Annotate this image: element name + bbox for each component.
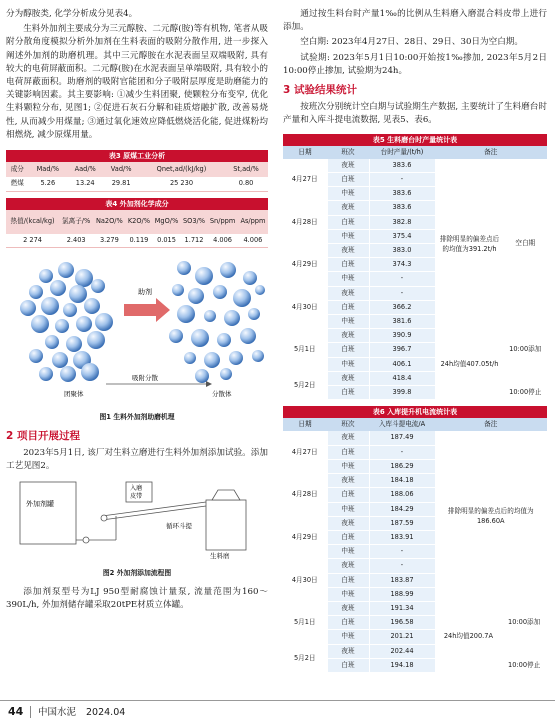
particle [191,329,209,347]
date-cell: 4月27日 [283,431,327,473]
particle [63,303,77,317]
note-stop: 10:00停止 [502,658,547,672]
table-header: 日期 [283,418,327,431]
table-6-grid [283,418,547,673]
note-start: 10:00添加 [502,616,547,630]
shift-cell: 白班 [327,343,369,357]
shift-cell: 夜班 [327,431,369,445]
particle [31,315,49,333]
value-cell: - [369,445,435,459]
shift-cell: 中班 [327,272,369,286]
table-cell: 2 274 [6,234,59,248]
value-cell: 383.6 [369,201,435,215]
note-start: 10:00添加 [504,343,547,357]
section-heading: 2 项目开展过程 [6,430,80,443]
paragraph: 分为醇胺类, 化学分析成分见表4。 [6,9,138,19]
value-cell: 187.59 [369,516,435,530]
raw-mill [206,500,246,550]
particle [169,329,183,343]
particle [69,285,87,303]
table-header: Sn/ppm [207,210,238,234]
additive-tank [20,482,76,544]
date-cell: 4月30日 [283,286,327,329]
note-trial-average: 24h均值200.7A [435,616,502,659]
particle [240,328,256,344]
table-header: Na2O/% [93,210,125,234]
conveyor-belt [102,506,206,520]
shift-cell: 夜班 [327,474,369,488]
particle [224,310,240,326]
table-5-grid [283,146,547,401]
table-header: St,ad/% [224,162,268,177]
shift-cell: 中班 [327,502,369,516]
value-cell: 406.1 [369,357,435,371]
table-cell: 25 230 [139,177,224,191]
particle [95,313,113,331]
shift-cell: 夜班 [327,286,369,300]
shift-cell: 中班 [327,357,369,371]
particle [75,269,93,287]
table-header: K2O/% [126,210,153,234]
arrow-icon [124,298,170,322]
shift-cell: 白班 [327,530,369,544]
value-cell: 383.0 [369,244,435,258]
paragraph: 添加剂泵型号为LJ 950型耐腐蚀计量泵, 流量范围为160～390L/h, 外加剂储存罐采取20tPE材质立体罐。 [6,587,268,611]
table-header: 备注 [435,146,547,159]
particle [255,285,265,295]
shift-cell: 中班 [327,315,369,329]
table-header: MgO/% [152,210,180,234]
table-6 [283,406,547,673]
paragraph: 生料外加剂主要成分为三元醇胺、二元醇(胺)等有机物, 笔者从吸附分散角度模拟分析外加剂在生料表面的吸附分散作用, 进一步探入阐述外加剂的助磨机理。其中三元醇胺在水泥表面呈双端吸附, 具有较大的电荷屏蔽面积。二元醇(胺)在水泥表面呈单端吸附, 具有较小的电荷屏蔽面积。助磨剂的吸附官能团和分子吸附层厚度是助磨能力的关键影响因素。其主要影响: ①减少生料团聚, 使颗粒分布变窄, 优化生料颗粒分布, 见图1; ②促进石灰石分解和硅质熔融扩散, 改善易烧性, 从而减少用煤量; ③通过氧化速效应降低燃烧活化能, 促进煤粉均相燃烧, 减少原煤用量。 [6,24,268,140]
figure-caption: 图2 外加剂添加流程图 [102,568,172,577]
table-cell: 13.24 [67,177,103,191]
particle [233,289,251,307]
table-header: 热值/(kcal/kg) [6,210,59,234]
note-blank-average: 排除明显的偏差点后的均值为186.60A [435,431,547,601]
figure-caption: 图1 生料外加剂助磨机理 [99,413,175,422]
figure-1 [6,256,268,422]
value-cell: 186.29 [369,459,435,473]
table-header: Qnet,ad/(kJ/kg) [139,162,224,177]
shift-cell: 白班 [327,258,369,272]
table-header: As/ppm [238,210,268,234]
belt-label: 入磨皮带 [130,484,143,500]
shift-cell: 中班 [327,587,369,601]
table-cell: 0.015 [152,234,180,248]
value-cell: 196.58 [369,616,435,630]
particle [81,363,99,381]
value-cell: 191.34 [369,601,435,615]
paragraph: 空白期: 2023年4月27日、28日、29日、30日为空白期。 [300,37,523,48]
shift-cell: 中班 [327,630,369,644]
particle [45,335,59,349]
table-cell: 4.006 [238,234,268,248]
table-header: 入库斗提电流/A [369,418,435,431]
particle [60,366,76,382]
divider [30,706,31,718]
date-cell: 4月28日 [283,201,327,244]
shift-cell: 白班 [327,488,369,502]
value-cell: 418.4 [369,371,435,385]
paragraph: 2023年5月1日, 该厂对生料立磨进行生料外加剂添加试验。添加工艺见图2。 [6,448,268,472]
shift-cell: 白班 [327,658,369,672]
table-header: 班次 [327,418,369,431]
shift-cell: 白班 [327,386,369,400]
table-caption: 表6 入库提升机电流统计表 [283,406,547,418]
mill-hopper [212,490,240,500]
particle [177,305,195,323]
particle [252,350,264,362]
shift-cell: 白班 [327,215,369,229]
table-cell: 0.119 [126,234,153,248]
particle [50,280,66,296]
particle [84,298,100,314]
particle [52,352,68,368]
paragraph: 按班次分别统计空白期与试验期生产数据, 主要统计了生料磨台时产量和入库斗提电流数据, 见表5、表6。 [283,102,547,126]
date-cell: 4月27日 [283,159,327,201]
table-header: SO3/% [181,210,208,234]
particle [172,284,184,296]
particle [204,310,216,322]
process-flow-diagram [6,478,268,562]
date-cell: 4月30日 [283,559,327,602]
value-cell: - [369,286,435,300]
particle [20,300,36,316]
shift-cell: 白班 [327,173,369,187]
tank-label: 外加剂罐 [26,499,54,508]
value-cell: 187.49 [369,431,435,445]
table-5 [283,134,547,401]
table-header: 成分 [6,162,29,177]
paragraph: 通过按生料台时产量1‰的比例从生料磨入磨混合料皮带上进行添加。 [283,9,547,33]
value-cell: 366.2 [369,300,435,314]
shift-cell: 夜班 [327,516,369,530]
date-cell: 4月28日 [283,474,327,517]
particle [41,297,59,315]
value-cell: 202.44 [369,644,435,658]
value-cell: 383.6 [369,187,435,201]
value-cell: 381.6 [369,315,435,329]
value-cell: 201.21 [369,630,435,644]
table-header: Aad/% [67,162,103,177]
table-cell: 3.279 [93,234,125,248]
right-column [283,0,547,673]
shift-cell: 白班 [327,616,369,630]
shift-cell: 夜班 [327,159,369,173]
value-cell: - [369,545,435,559]
note-trial-average: 24h均值407.05t/h [435,343,504,386]
value-cell: - [369,272,435,286]
shift-cell: 夜班 [327,201,369,215]
particle [55,319,69,333]
table-cell: 2.403 [59,234,93,248]
date-cell: 4月29日 [283,244,327,287]
value-cell: 183.87 [369,573,435,587]
value-cell: - [369,559,435,573]
particle [248,308,260,320]
table-caption: 表4 外加剂化学成分 [6,198,268,210]
value-cell: 194.18 [369,658,435,672]
value-cell: 184.18 [369,474,435,488]
left-column [6,0,268,612]
table-header: Vad/% [103,162,139,177]
particle [220,368,232,380]
table-header: Mad/% [29,162,67,177]
note-stop: 10:00停止 [504,386,547,400]
particle [204,352,220,368]
pump-icon [83,537,89,543]
table-header: 备注 [435,418,547,431]
roller-icon [101,515,107,521]
shift-cell: 夜班 [327,644,369,658]
particle [188,288,204,304]
particle [58,262,74,278]
particle [87,331,105,349]
particle [177,261,191,275]
label-agglomerate: 团聚体 [64,390,84,399]
label-adsorption: 吸附分散 [132,374,158,383]
particle [66,336,82,352]
date-cell: 5月2日 [283,644,327,672]
value-cell: 383.6 [369,159,435,173]
particle [229,351,243,365]
particle [29,285,43,299]
shift-cell: 中班 [327,545,369,559]
table-header: 氯离子/% [59,210,93,234]
particle [76,316,92,332]
page-footer [0,700,555,726]
page-number: 44 [8,705,24,718]
figure-1-illustration [6,256,268,404]
note-blank-period: 空白期 [504,159,547,329]
table-caption: 表5 生料磨台时产量统计表 [283,134,547,146]
table-header: 日期 [283,146,327,159]
table-caption: 表3 原煤工业分析 [6,150,268,162]
particle [184,352,196,364]
particle [39,367,53,381]
shift-cell: 中班 [327,459,369,473]
table-3 [6,150,268,192]
table-header: 台时产量/(t/h) [369,146,435,159]
figure-2 [6,478,268,580]
shift-cell: 白班 [327,573,369,587]
journal-name: 中国水泥 [38,707,77,718]
arrow-label: 助剂 [138,288,152,297]
value-cell: 183.91 [369,530,435,544]
particle [39,269,53,283]
particle [243,271,257,285]
date-cell: 5月2日 [283,371,327,399]
particle [91,279,105,293]
value-cell: - [369,173,435,187]
elevator-label: 循环斗提 [166,521,192,530]
note-blank-average: 排除明显的偏差点后的均值为391.2t/h [435,159,504,329]
value-cell: 399.8 [369,386,435,400]
mill-label: 生料磨 [210,551,230,560]
value-cell: 184.29 [369,502,435,516]
arrowhead-icon [206,381,212,387]
paragraph: 试验期: 2023年5月1日10:00开始按1‰掺加, 2023年5月2日10:00停止掺加, 试验期为24h。 [283,52,547,76]
table-cell: 燃煤 [6,177,29,191]
issue-number: 2024.04 [86,707,126,718]
particle [195,267,213,285]
particle [195,369,209,383]
value-cell: 396.7 [369,343,435,357]
date-cell: 4月29日 [283,516,327,559]
value-cell: 375.4 [369,229,435,243]
agglomerate-cluster [20,262,113,382]
shift-cell: 中班 [327,229,369,243]
table-4 [6,198,268,249]
shift-cell: 夜班 [327,601,369,615]
label-dispersed: 分散体 [212,390,232,399]
table-cell: 1.712 [181,234,208,248]
shift-cell: 白班 [327,300,369,314]
shift-cell: 夜班 [327,559,369,573]
value-cell: 390.9 [369,329,435,343]
table-cell: 0.80 [224,177,268,191]
value-cell: 374.3 [369,258,435,272]
table-cell: 5.26 [29,177,67,191]
shift-cell: 白班 [327,445,369,459]
shift-cell: 夜班 [327,244,369,258]
date-cell: 5月1日 [283,329,327,372]
shift-cell: 中班 [327,187,369,201]
date-cell: 5月1日 [283,601,327,644]
particle [29,349,43,363]
table-cell: 4.006 [207,234,238,248]
table-header: 班次 [327,146,369,159]
section-heading: 3 试验结果统计 [283,84,357,97]
value-cell: 188.99 [369,587,435,601]
shift-cell: 夜班 [327,371,369,385]
table-cell: 29.81 [103,177,139,191]
particle [213,285,227,299]
particle [217,333,231,347]
value-cell: 188.06 [369,488,435,502]
dispersed-cluster [169,261,265,383]
conveyor-belt [102,502,206,516]
shift-cell: 夜班 [327,329,369,343]
particle [220,262,236,278]
value-cell: 382.8 [369,215,435,229]
